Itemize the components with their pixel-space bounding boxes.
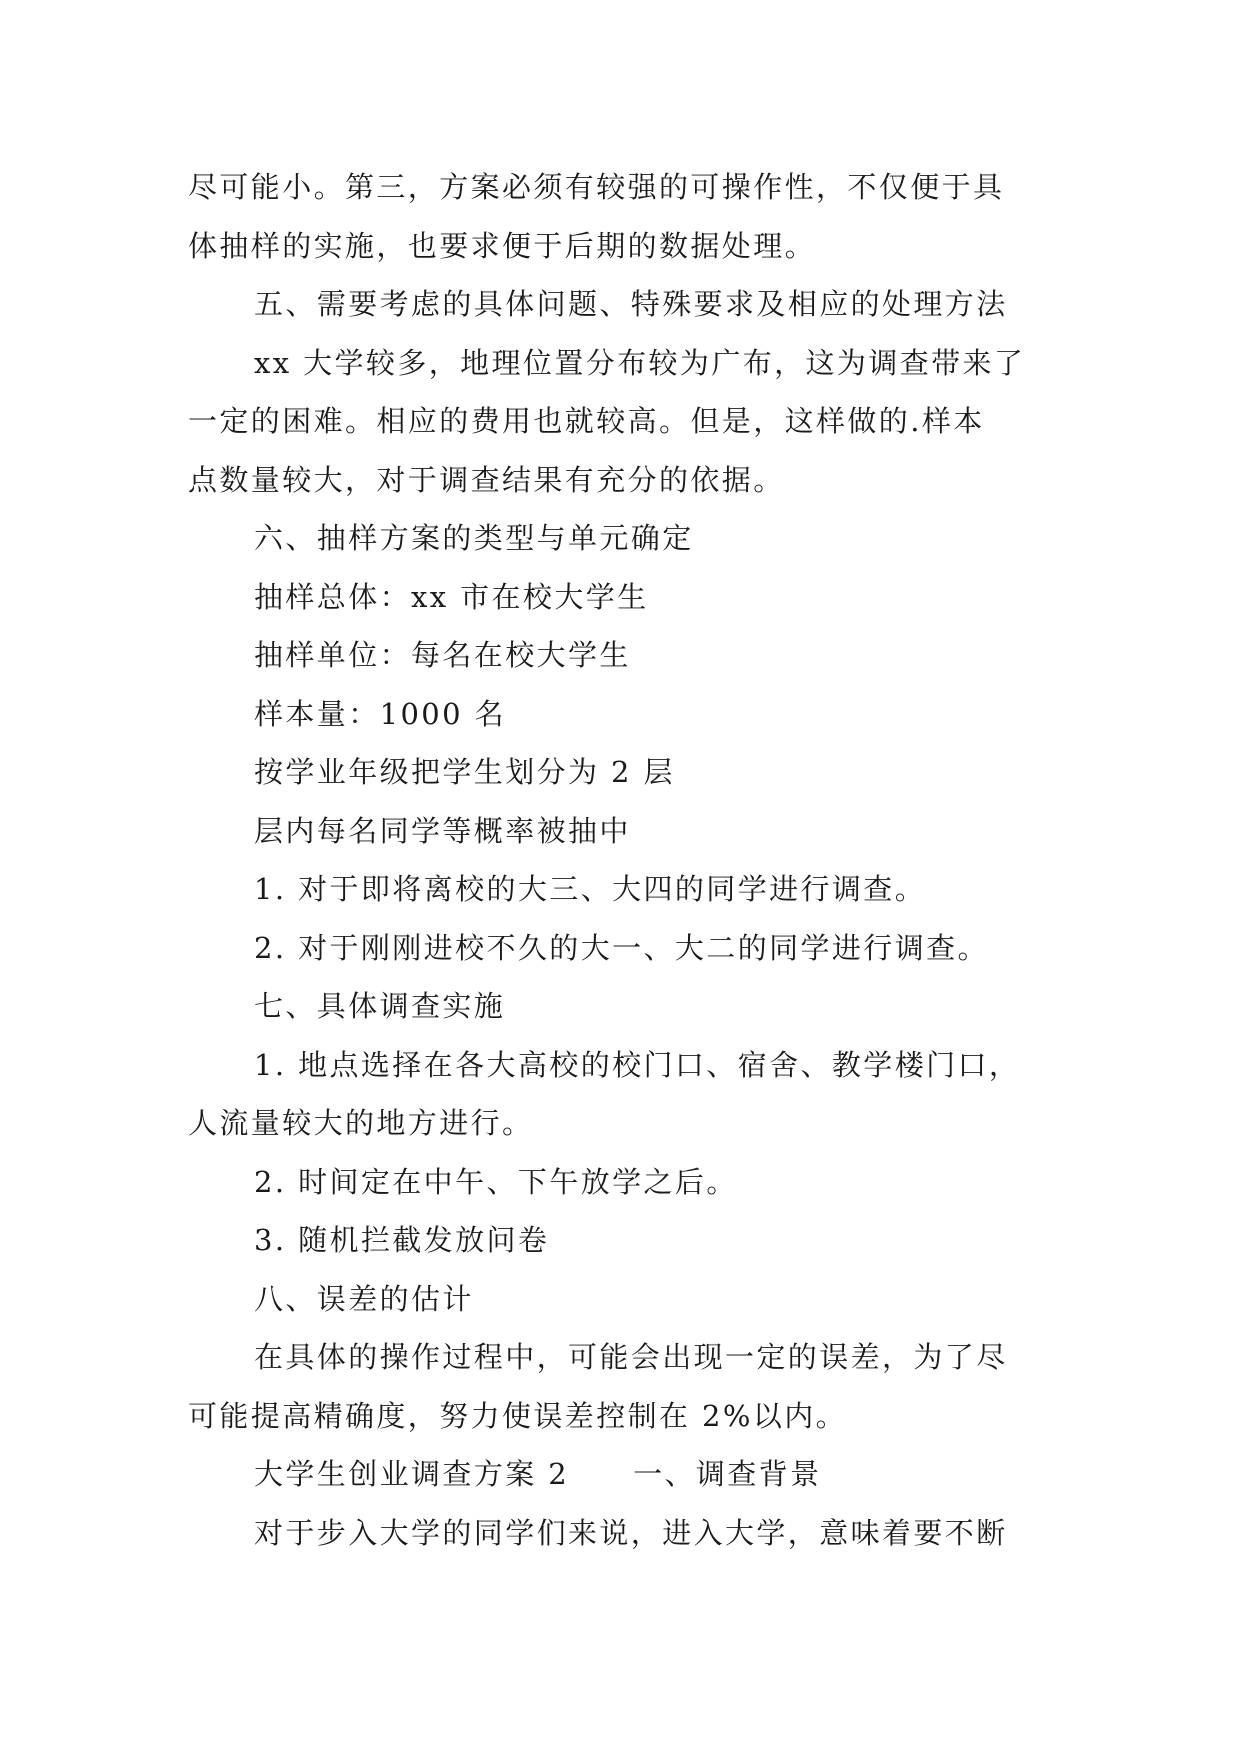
- list-item: 3. 随机拦截发放问卷: [254, 1223, 550, 1257]
- section-heading-5: 五、需要考虑的具体问题、特殊要求及相应的处理方法: [254, 287, 1008, 321]
- text-line: 抽样总体：xx 市在校大学生: [254, 579, 649, 614]
- text-line: 样本量：1000 名: [254, 696, 507, 731]
- text-line: 体抽样的实施，也要求便于后期的数据处理。: [188, 228, 817, 263]
- list-item: 2. 对于刚刚进校不久的大一、大二的同学进行调查。: [254, 930, 989, 965]
- section-2-title: 大学生创业调查方案 2: [254, 1457, 570, 1491]
- text-line: 人流量较大的地方进行。: [188, 1106, 534, 1140]
- text-line: 一定的困难。相应的费用也就较高。但是，这样做的.样本: [188, 404, 985, 438]
- document-body: [188, 158, 1068, 1562]
- text-line: 尽可能小。第三，方案必须有较强的可操作性，不仅便于具: [188, 170, 1005, 204]
- text-line: 抽样单位：每名在校大学生: [254, 638, 631, 672]
- section-heading-6: 六、抽样方案的类型与单元确定: [254, 521, 694, 555]
- text-line: 可能提高精确度，努力使误差控制在 2%以内。: [188, 1398, 848, 1433]
- text-line: 对于步入大学的同学们来说，进入大学，意味着要不断: [254, 1515, 1008, 1550]
- text-line: 在具体的操作过程中，可能会出现一定的误差，为了尽: [254, 1340, 1008, 1374]
- text-line: 按学业年级把学生划分为 2 层: [254, 755, 675, 789]
- list-item: 1. 地点选择在各大高校的校门口、宿舍、教学楼门口，: [254, 1047, 1021, 1082]
- text-line: 点数量较大，对于调查结果有充分的依据。: [188, 462, 785, 497]
- list-item: 1. 对于即将离校的大三、大四的同学进行调查。: [254, 872, 927, 906]
- text-line: 层内每名同学等概率被抽中: [254, 813, 631, 848]
- section-2-heading: 一、调查背景: [633, 1457, 822, 1491]
- section-2-title-line: [188, 1445, 1068, 1504]
- text-line: xx 大学较多，地理位置分布较为广布，这为调查带来了: [254, 345, 1026, 380]
- section-heading-7: 七、具体调查实施: [254, 989, 506, 1023]
- list-item: 2. 时间定在中午、下午放学之后。: [254, 1164, 738, 1199]
- section-heading-8: 八、误差的估计: [254, 1281, 474, 1316]
